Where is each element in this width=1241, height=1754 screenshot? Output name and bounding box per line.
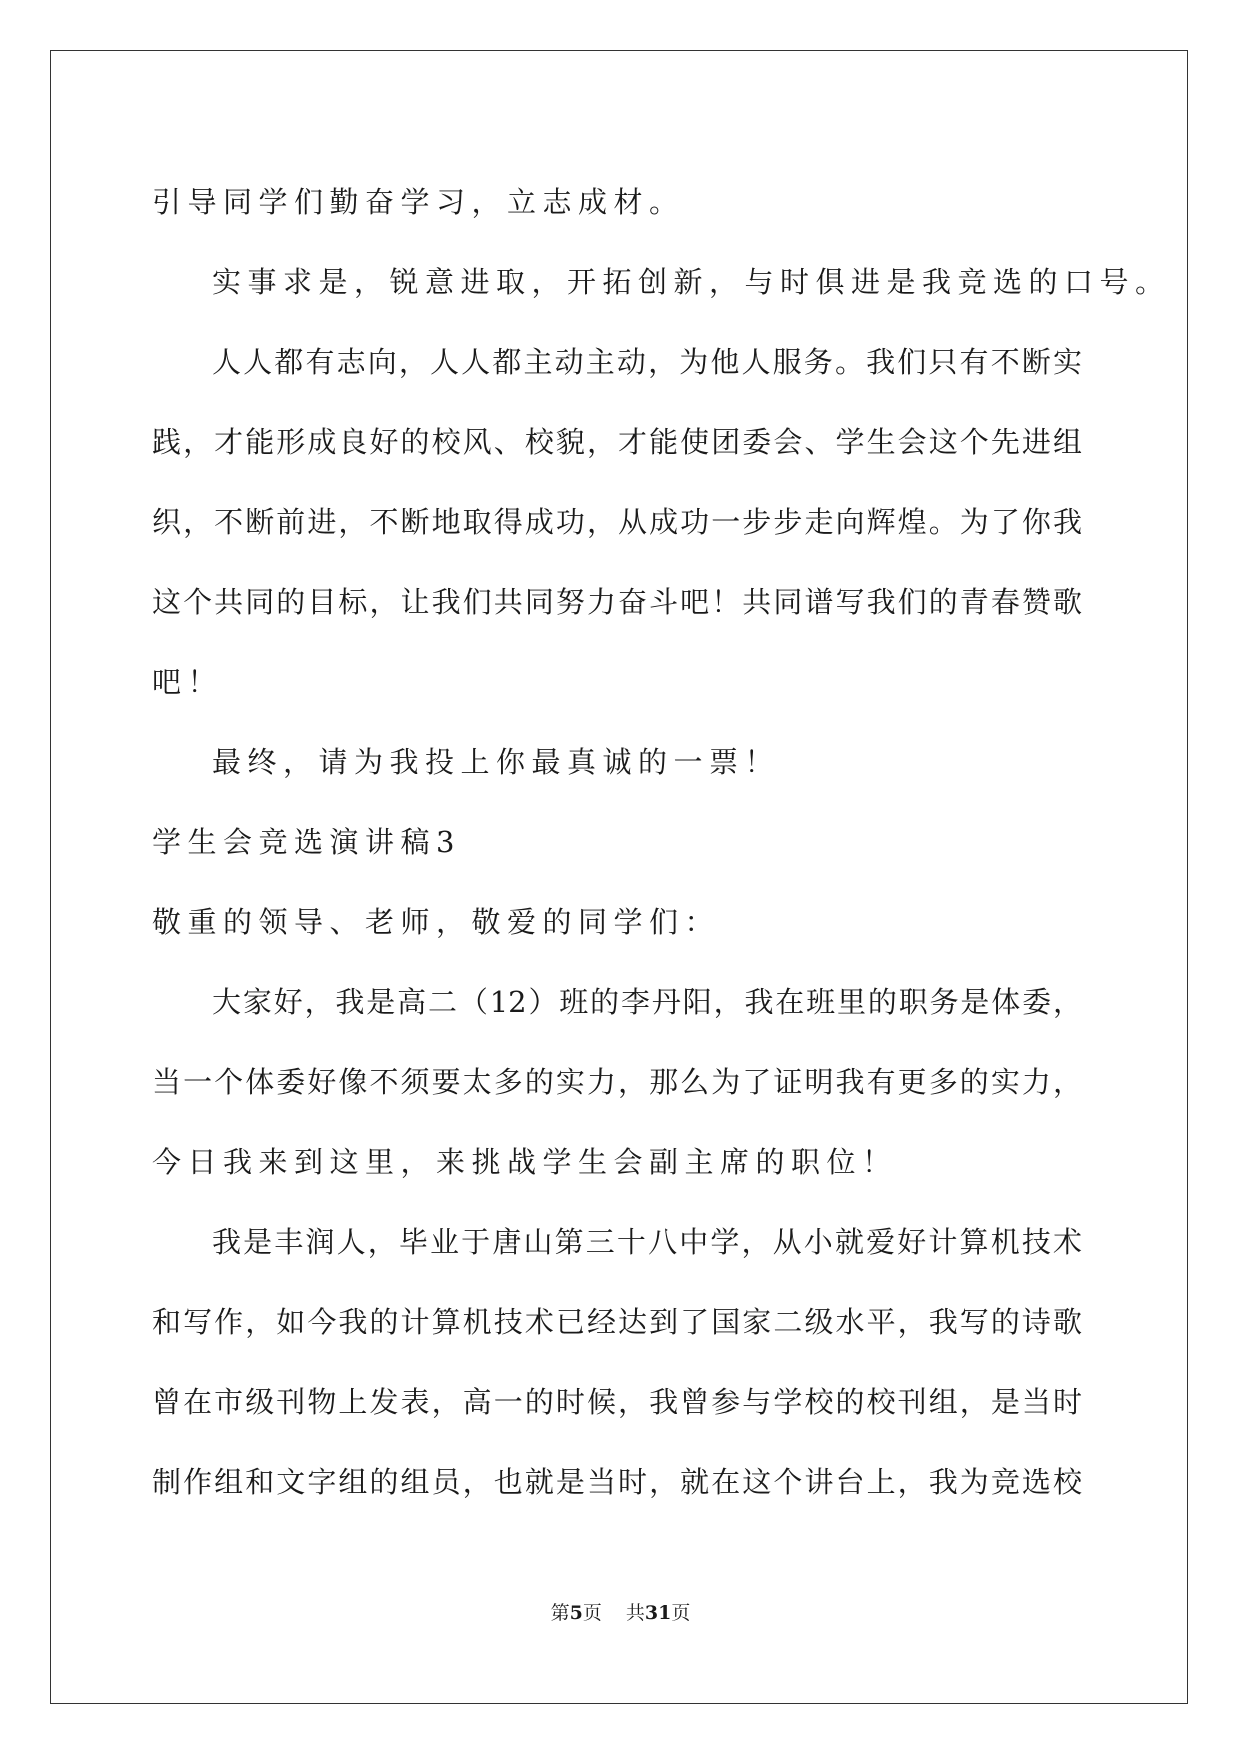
text-line: 这个共同的目标，让我们共同努力奋斗吧！共同谱写我们的青春赞歌 [152,585,1082,619]
page-footer [0,1598,1241,1625]
text-line: 今日我来到这里，来挑战学生会副主席的职位！ [152,1145,898,1179]
document-body [152,162,1171,1522]
text-line: 践，才能形成良好的校风、校貌，才能使团委会、学生会这个先进组 [152,425,1082,459]
text-line: 曾在市级刊物上发表，高一的时候，我曾参与学校的校刊组，是当时 [152,1385,1082,1419]
text-line: 当一个体委好像不须要太多的实力，那么为了证明我有更多的实力， [152,1065,1082,1099]
text-line: 最终，请为我投上你最真诚的一票！ [212,745,781,779]
text-line: 实事求是，锐意进取，开拓创新，与时俱进是我竞选的口号。 [212,265,1171,299]
text-line: 大家好，我是高二（12）班的李丹阳，我在班里的职务是体委， [212,985,1082,1019]
text-line: 我是丰润人，毕业于唐山第三十八中学，从小就爱好计算机技术 [212,1225,1082,1259]
section-heading: 学生会竞选演讲稿3 [152,825,461,859]
total-prefix: 共 [625,1602,645,1624]
page-suffix: 页 [582,1602,602,1624]
page-prefix: 第 [550,1602,570,1624]
text-line: 制作组和文字组的组员，也就是当时，就在这个讲台上，我为竞选校 [152,1465,1082,1499]
total-suffix: 页 [671,1602,691,1624]
total-pages: 31 [644,1602,672,1624]
page-number: 5 [569,1602,583,1624]
text-line: 和写作，如今我的计算机技术已经达到了国家二级水平，我写的诗歌 [152,1305,1082,1339]
salutation: 敬重的领导、老师，敬爱的同学们： [152,905,721,939]
text-line: 引导同学们勤奋学习，立志成材。 [152,185,685,219]
text-line: 吧！ [152,665,224,699]
text-line: 人人都有志向，人人都主动主动，为他人服务。我们只有不断实 [212,345,1082,379]
text-line: 织，不断前进，不断地取得成功，从成功一步步走向辉煌。为了你我 [152,505,1082,539]
